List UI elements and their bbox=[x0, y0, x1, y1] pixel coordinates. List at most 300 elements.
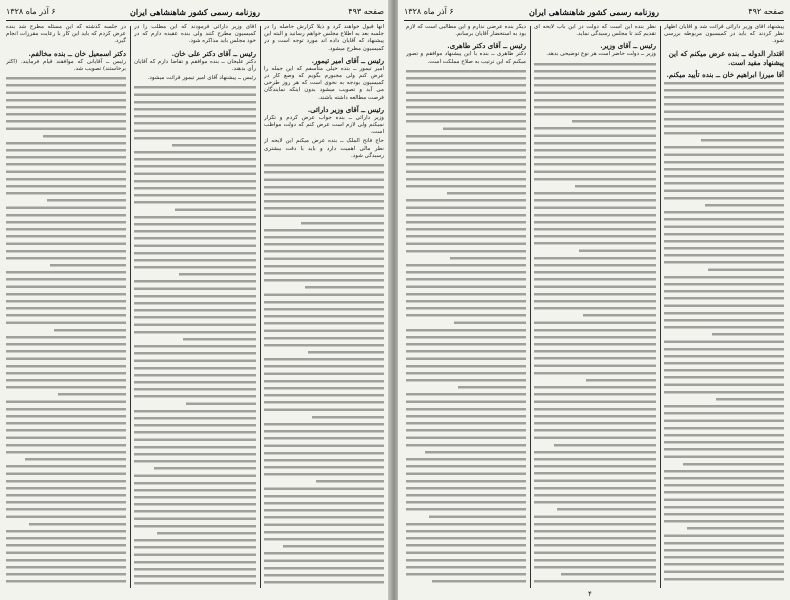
text-line bbox=[134, 127, 256, 134]
left-page-date: ۶ آذر ماه ۱۳۲۸ bbox=[6, 7, 56, 16]
text-line bbox=[534, 262, 656, 269]
text-line bbox=[264, 579, 384, 586]
text-line bbox=[406, 183, 526, 190]
text-line bbox=[406, 276, 526, 283]
text-line bbox=[579, 247, 656, 254]
text-line bbox=[134, 480, 256, 487]
text-line bbox=[58, 391, 126, 398]
text-line bbox=[134, 415, 256, 422]
paragraph: دکتر طاهری ــ بنده با این پیشنهاد موافقم و تصور میکنم که این ترتیب به صلاح مملکت است. bbox=[406, 51, 526, 65]
text-line bbox=[6, 513, 126, 520]
text-line bbox=[458, 384, 526, 391]
text-line bbox=[534, 219, 656, 226]
text-block bbox=[134, 84, 256, 587]
text-line bbox=[6, 348, 126, 355]
text-line bbox=[534, 111, 656, 118]
text-line bbox=[264, 176, 384, 183]
text-line bbox=[664, 223, 784, 230]
text-line bbox=[134, 329, 256, 336]
text-line bbox=[264, 442, 384, 449]
text-line bbox=[534, 542, 656, 549]
text-line bbox=[664, 532, 784, 539]
text-line bbox=[534, 362, 656, 369]
text-line bbox=[406, 133, 526, 140]
text-line bbox=[406, 140, 526, 147]
text-line bbox=[406, 283, 526, 290]
text-line bbox=[6, 219, 126, 226]
left-page bbox=[0, 0, 390, 600]
text-line bbox=[561, 571, 656, 578]
text-line bbox=[134, 393, 256, 400]
text-line bbox=[6, 413, 126, 420]
text-line bbox=[6, 434, 126, 441]
text-line bbox=[406, 549, 526, 556]
text-line bbox=[6, 283, 126, 290]
text-line bbox=[134, 501, 256, 508]
text-line bbox=[134, 487, 256, 494]
text-line bbox=[534, 355, 656, 362]
text-line bbox=[264, 277, 384, 284]
text-line bbox=[6, 398, 126, 405]
text-line bbox=[664, 173, 784, 180]
text-line bbox=[664, 410, 784, 417]
right-column-3 bbox=[406, 24, 526, 590]
text-line bbox=[583, 312, 656, 319]
speaker-line: اقتدار الدوله ــ بنده عرض میکنم که این پیشنهاد مفید است. bbox=[668, 48, 784, 67]
text-line bbox=[264, 507, 384, 514]
text-line bbox=[664, 216, 784, 223]
text-line bbox=[664, 94, 784, 101]
text-line bbox=[6, 233, 126, 240]
text-line bbox=[406, 161, 526, 168]
text-line bbox=[534, 75, 656, 82]
text-line bbox=[50, 262, 126, 269]
text-line bbox=[134, 379, 256, 386]
text-line bbox=[134, 408, 256, 415]
text-line bbox=[664, 159, 784, 166]
text-line bbox=[264, 450, 384, 457]
text-line bbox=[534, 298, 656, 305]
text-line bbox=[664, 446, 784, 453]
paragraph: رئیس ــ آقایانی که موافقند قیام فرمایند. (اکثر برخاستند) تصویب شد. bbox=[6, 58, 126, 72]
text-line bbox=[134, 307, 256, 314]
text-line bbox=[6, 485, 126, 492]
text-line bbox=[183, 336, 256, 343]
text-line bbox=[406, 111, 526, 118]
text-line bbox=[406, 355, 526, 362]
text-line bbox=[6, 341, 126, 348]
text-line bbox=[664, 489, 784, 496]
text-line bbox=[264, 370, 384, 377]
text-line bbox=[134, 214, 256, 221]
text-line bbox=[6, 204, 126, 211]
text-block bbox=[264, 162, 384, 586]
text-line bbox=[406, 89, 526, 96]
text-line bbox=[6, 305, 126, 312]
text-line bbox=[264, 306, 384, 313]
text-line bbox=[54, 327, 126, 334]
text-line bbox=[134, 523, 256, 530]
text-line bbox=[264, 392, 384, 399]
text-line bbox=[264, 198, 384, 205]
text-line bbox=[406, 535, 526, 542]
text-line bbox=[664, 439, 784, 446]
text-line bbox=[264, 550, 384, 557]
text-line bbox=[134, 228, 256, 235]
text-line bbox=[134, 444, 256, 451]
speaker-line: رئیس ــ آقای وزیر دارائی. bbox=[307, 104, 384, 114]
text-line bbox=[664, 432, 784, 439]
text-line bbox=[6, 406, 126, 413]
text-line bbox=[134, 515, 256, 522]
text-line bbox=[406, 377, 526, 384]
text-line bbox=[134, 429, 256, 436]
text-line bbox=[534, 477, 656, 484]
text-line bbox=[264, 363, 384, 370]
text-line bbox=[664, 360, 784, 367]
text-line bbox=[406, 305, 526, 312]
text-line bbox=[406, 68, 526, 75]
paragraph: حاج فاتح الملک ــ بنده عرض میکنم این لایحه از نظر مالی اهمیت دارد و باید با دقت بیشتری رسیدگی شود. bbox=[264, 138, 384, 159]
text-line bbox=[134, 135, 256, 142]
paragraph: دکتر علیخان ــ بنده موافقم و تقاضا دارم که آقایان رأی بدهند. bbox=[134, 58, 256, 72]
text-line bbox=[6, 226, 126, 233]
text-line bbox=[450, 255, 526, 262]
text-line bbox=[534, 82, 656, 89]
right-page-header bbox=[404, 6, 784, 21]
text-line bbox=[264, 335, 384, 342]
column-rule bbox=[660, 26, 661, 588]
text-line bbox=[572, 118, 656, 125]
text-line bbox=[134, 386, 256, 393]
text-line bbox=[264, 162, 384, 169]
text-line bbox=[134, 120, 256, 127]
text-line bbox=[264, 529, 384, 536]
text-line bbox=[186, 400, 256, 407]
text-line bbox=[534, 255, 656, 262]
text-line bbox=[301, 220, 384, 227]
text-line bbox=[664, 475, 784, 482]
text-line bbox=[154, 465, 256, 472]
text-line bbox=[534, 305, 656, 312]
text-line bbox=[664, 576, 784, 583]
text-line bbox=[687, 525, 784, 532]
text-line bbox=[534, 449, 656, 456]
text-line bbox=[406, 334, 526, 341]
text-line bbox=[264, 500, 384, 507]
text-line bbox=[534, 104, 656, 111]
text-line bbox=[264, 493, 384, 500]
text-line bbox=[134, 106, 256, 113]
text-line bbox=[586, 377, 656, 384]
text-line bbox=[406, 492, 526, 499]
text-line bbox=[264, 485, 384, 492]
text-line bbox=[6, 82, 126, 89]
text-line bbox=[264, 464, 384, 471]
text-line bbox=[575, 183, 656, 190]
text-line bbox=[534, 485, 656, 492]
text-line bbox=[6, 427, 126, 434]
text-line bbox=[6, 377, 126, 384]
text-line bbox=[406, 219, 526, 226]
text-line bbox=[6, 291, 126, 298]
text-line bbox=[664, 281, 784, 288]
text-line bbox=[554, 442, 656, 449]
text-line bbox=[6, 578, 126, 585]
text-line bbox=[406, 434, 526, 441]
text-line bbox=[664, 374, 784, 381]
text-line bbox=[534, 521, 656, 528]
text-line bbox=[264, 565, 384, 572]
text-line bbox=[664, 195, 784, 202]
text-line bbox=[664, 130, 784, 137]
text-line bbox=[534, 125, 656, 132]
text-line bbox=[134, 163, 256, 170]
text-line bbox=[664, 324, 784, 331]
text-line bbox=[6, 319, 126, 326]
text-line bbox=[264, 299, 384, 306]
text-line bbox=[664, 518, 784, 525]
text-line bbox=[406, 327, 526, 334]
text-line bbox=[534, 549, 656, 556]
text-line bbox=[312, 414, 384, 421]
text-line bbox=[6, 463, 126, 470]
text-line bbox=[316, 478, 384, 485]
text-line bbox=[664, 101, 784, 108]
text-line bbox=[406, 168, 526, 175]
text-line bbox=[701, 137, 784, 144]
text-line bbox=[6, 212, 126, 219]
text-line bbox=[534, 291, 656, 298]
text-line bbox=[134, 293, 256, 300]
text-line bbox=[406, 499, 526, 506]
text-line bbox=[664, 547, 784, 554]
text-line bbox=[406, 528, 526, 535]
text-line bbox=[406, 478, 526, 485]
text-line bbox=[264, 514, 384, 521]
text-line bbox=[172, 142, 256, 149]
text-line bbox=[6, 564, 126, 571]
text-line bbox=[6, 276, 126, 283]
text-line bbox=[534, 176, 656, 183]
text-line bbox=[264, 399, 384, 406]
text-line bbox=[664, 346, 784, 353]
paragraph: پیشنهاد آقای وزیر دارائی قرائت شد و آقایان اظهار نظر کردند که باید در کمیسیون مربوطه بررسی شود. bbox=[664, 24, 784, 45]
text-line bbox=[6, 176, 126, 183]
text-line bbox=[406, 298, 526, 305]
text-line bbox=[406, 542, 526, 549]
text-line bbox=[406, 176, 526, 183]
text-line bbox=[6, 370, 126, 377]
text-line bbox=[25, 456, 126, 463]
text-line bbox=[264, 184, 384, 191]
text-line bbox=[134, 350, 256, 357]
text-line bbox=[534, 212, 656, 219]
text-line bbox=[264, 572, 384, 579]
text-line bbox=[664, 87, 784, 94]
text-line bbox=[664, 353, 784, 360]
text-line bbox=[134, 372, 256, 379]
text-line bbox=[134, 321, 256, 328]
text-line bbox=[406, 118, 526, 125]
left-column-2 bbox=[134, 24, 256, 590]
text-line bbox=[134, 451, 256, 458]
text-line bbox=[664, 108, 784, 115]
text-line bbox=[264, 327, 384, 334]
text-line bbox=[134, 343, 256, 350]
text-line bbox=[406, 485, 526, 492]
text-line bbox=[134, 508, 256, 515]
text-line bbox=[534, 154, 656, 161]
right-page-date: ۶ آذر ماه ۱۳۲۸ bbox=[404, 7, 454, 16]
text-line bbox=[264, 378, 384, 385]
text-line bbox=[534, 528, 656, 535]
text-line bbox=[6, 420, 126, 427]
left-column-1 bbox=[264, 24, 384, 590]
text-line bbox=[664, 252, 784, 259]
text-line bbox=[264, 536, 384, 543]
text-line bbox=[534, 535, 656, 542]
text-line bbox=[134, 250, 256, 257]
text-line bbox=[134, 559, 256, 566]
text-line bbox=[534, 68, 656, 75]
text-line bbox=[283, 543, 384, 550]
text-line bbox=[264, 248, 384, 255]
text-line bbox=[406, 312, 526, 319]
left-page-title: روزنامه رسمی کشور شاهنشاهی ایران bbox=[130, 7, 260, 17]
text-line bbox=[264, 205, 384, 212]
text-line bbox=[134, 365, 256, 372]
text-line bbox=[134, 113, 256, 120]
text-line bbox=[406, 557, 526, 564]
left-page-number: صفحه ۴۹۳ bbox=[348, 7, 384, 16]
text-line bbox=[534, 578, 656, 585]
text-line bbox=[406, 506, 526, 513]
text-line bbox=[534, 492, 656, 499]
text-line bbox=[6, 255, 126, 262]
text-line bbox=[664, 453, 784, 460]
text-line bbox=[534, 456, 656, 463]
text-line bbox=[264, 270, 384, 277]
right-column-2 bbox=[534, 24, 656, 590]
text-line bbox=[134, 566, 256, 573]
text-line bbox=[406, 197, 526, 204]
text-line bbox=[6, 111, 126, 118]
text-line bbox=[6, 190, 126, 197]
text-line bbox=[534, 233, 656, 240]
text-line bbox=[134, 242, 256, 249]
speaker-line: رئیس ــ آقای دکتر علی خان. bbox=[171, 48, 256, 58]
text-line bbox=[664, 568, 784, 575]
paragraph: آقای وزیر دارائی فرمودند که این مطلب را در کمیسیون مطرح کنند ولی بنده عقیده دارم که در خود مجلس باید مذاکره شود. bbox=[134, 24, 256, 45]
text-line bbox=[6, 154, 126, 161]
text-line bbox=[664, 123, 784, 130]
text-line bbox=[264, 234, 384, 241]
column-rule bbox=[530, 26, 531, 588]
text-line bbox=[264, 457, 384, 464]
paragraph: وزیر دارائی ــ بنده جواب عرض کردم و تکرار نمیکنم ولی لازم است عرض کنم که دولت مواظب است. bbox=[264, 114, 384, 136]
text-line bbox=[406, 370, 526, 377]
text-line bbox=[664, 310, 784, 317]
text-line bbox=[406, 104, 526, 111]
text-line bbox=[6, 248, 126, 255]
text-line bbox=[664, 554, 784, 561]
text-line bbox=[264, 313, 384, 320]
text-line bbox=[664, 338, 784, 345]
text-line bbox=[664, 231, 784, 238]
text-line bbox=[534, 140, 656, 147]
text-line bbox=[6, 168, 126, 175]
text-line bbox=[134, 235, 256, 242]
text-line bbox=[134, 537, 256, 544]
text-line bbox=[406, 226, 526, 233]
paragraph: وزیر ــ دولت حاضر است هر نوع توضیحی بدهد. bbox=[546, 51, 656, 58]
text-line bbox=[6, 298, 126, 305]
text-line bbox=[264, 428, 384, 435]
text-line bbox=[134, 436, 256, 443]
text-line bbox=[6, 140, 126, 147]
text-line bbox=[534, 161, 656, 168]
text-line bbox=[264, 191, 384, 198]
speaker-line: دکتر اسمعیل خان ــ بنده مخالفم. bbox=[28, 48, 126, 58]
text-line bbox=[447, 190, 526, 197]
text-line bbox=[6, 506, 126, 513]
text-line bbox=[534, 319, 656, 326]
text-line bbox=[406, 413, 526, 420]
text-line bbox=[534, 168, 656, 175]
text-line bbox=[534, 499, 656, 506]
text-line bbox=[664, 381, 784, 388]
speaker-line: رئیس ــ آقای دکتر طاهری. bbox=[447, 41, 526, 51]
text-line bbox=[664, 425, 784, 432]
text-line bbox=[406, 442, 526, 449]
text-line bbox=[6, 104, 126, 111]
text-line bbox=[664, 540, 784, 547]
text-line bbox=[406, 521, 526, 528]
text-line bbox=[406, 398, 526, 405]
text-line bbox=[6, 269, 126, 276]
text-line bbox=[134, 285, 256, 292]
text-line bbox=[557, 506, 656, 513]
text-line bbox=[425, 449, 526, 456]
text-line bbox=[406, 571, 526, 578]
text-line bbox=[664, 288, 784, 295]
text-line bbox=[134, 580, 256, 587]
text-line bbox=[664, 496, 784, 503]
text-line bbox=[134, 91, 256, 98]
paragraph: آنها قبول خواهند کرد و ذیلاً گزارش حاصله را در جلسه بعد به اطلاع مجلس خواهم رسانید و البته این پیشنهاد که آقایان داده اند مورد توجه است و در کمیسیون مطرح میشود. bbox=[264, 24, 384, 52]
text-line bbox=[705, 202, 784, 209]
text-line bbox=[264, 421, 384, 428]
text-line bbox=[534, 413, 656, 420]
text-line bbox=[134, 185, 256, 192]
text-line bbox=[534, 406, 656, 413]
text-line bbox=[134, 494, 256, 501]
text-line bbox=[534, 391, 656, 398]
text-line bbox=[6, 75, 126, 82]
text-line bbox=[134, 199, 256, 206]
text-line bbox=[6, 363, 126, 370]
speaker-line: رئیس ــ آقای وزیر. bbox=[600, 41, 656, 51]
text-line bbox=[534, 348, 656, 355]
text-line bbox=[29, 521, 126, 528]
text-line bbox=[6, 147, 126, 154]
text-line bbox=[534, 190, 656, 197]
speaker-line: آقا میرزا ابراهیم خان ــ بنده تأیید میکنم. bbox=[666, 69, 784, 79]
text-line bbox=[264, 385, 384, 392]
text-line bbox=[406, 248, 526, 255]
text-line bbox=[406, 463, 526, 470]
